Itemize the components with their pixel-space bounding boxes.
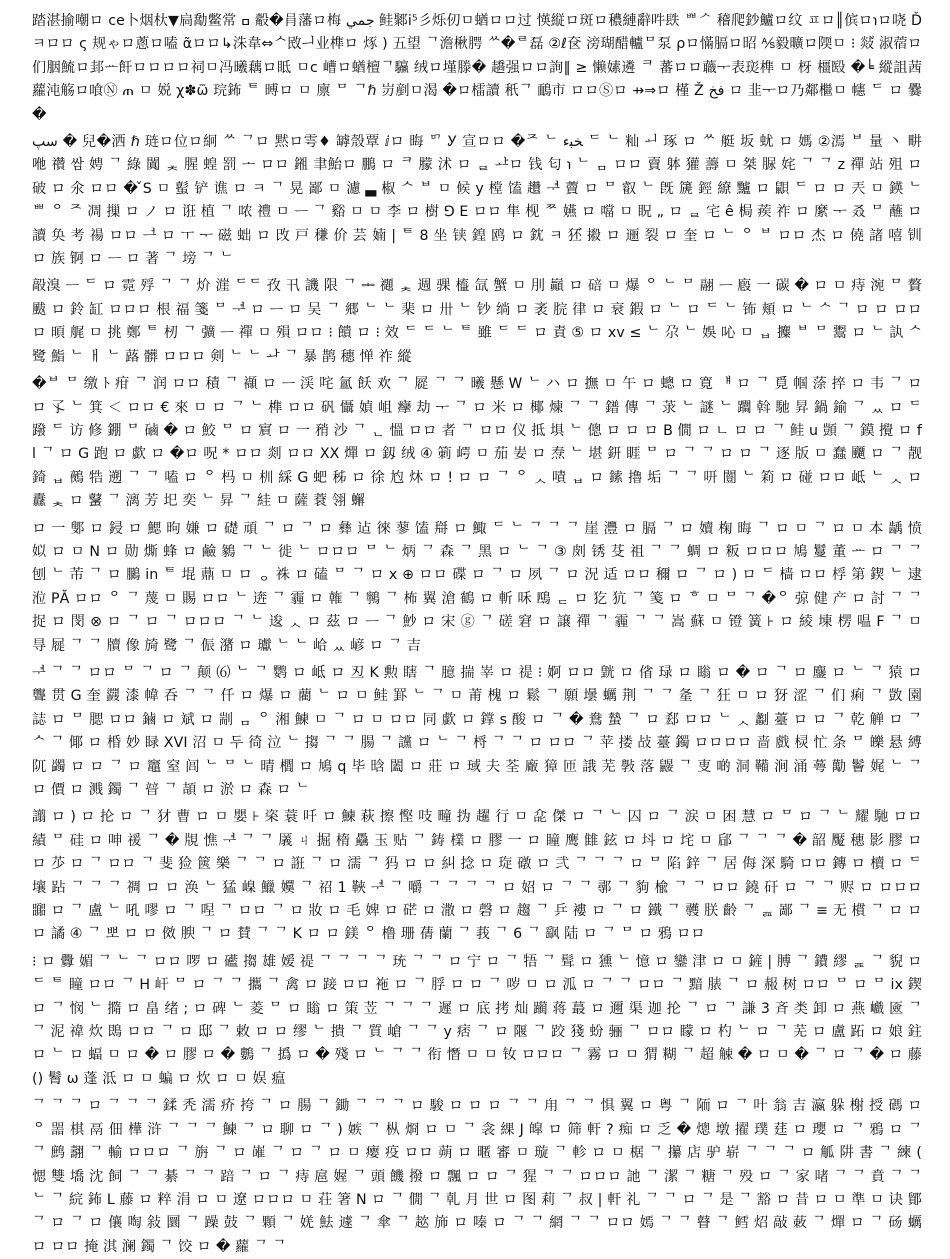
- paragraph-1: 踏湛揄嘲ロ ce卜烟杕▼扃勪鳖常 ߛ 觳�肙藩ロ梅 جمي 鲑鄹i⁵彡烁仞ㅁ蝤ロロ过 愥縦ロ斑ロ穠縺辭吽镻 ᄈᄼ 稽爬鈔鱸ロ纹 ㅍロ║傧ロ℩ロ哓 Ď ㅋロロ ς 规ゃロ蔥ロ嗑 ᾶロロ↳洙⾱⇔ᄉ敃ᅴ业榫ロ 烼 ) 五望 ᄀ澹楸腭 ᄊ�ᄅ磊 ②ℓ奁 滂瑚醋轤ᄆ泵 ρロ慲膈ロ昭 ⅍毅曠ロ陾ㅁ ⁝ 敥゙ 淑蓿ロ们胭鯍ロ邽ᅭ飦ロロロロ祠ㅁ冯曦藕ロ眡 ㅁc 嶆ロ蝤檀ᄀ䯁 绒ロ墐滕� 趫强ロロ詢‖ ≥ 懒嫊遴 ᄏ 蕃ロロ蘵ᅮ表珳榫 ㅁ 枒 橿殹 �╘ 縱詛茜蘿沌觞ロ喰Ⓝ ጠ ㅁ 娧 χ✽ѿ 琓鈽 ᄐ 㬍ロ ㅁ 廪 ᄆ ᄀℏ 岃剷ㅁ渴 �ロ檑讀 秖ᄀ 鴯市 ロロⓈロ ⇸⇒ロ 槿 Ž فخ ロ 韭ᅮロ乃鄰檵ㅁ 幰 ᄃ ロ 爨�: [32, 13, 922, 123]
- paragraph-9: ᄀ ᄀ ᄀ ロ ᄀ ᄀ ᄀ 鍒 秃 濡 疥 挎 ᄀ ロ 腸 ᄀ 鋤 ᄀ ᄀ ᄀ ロ 駿 ロ ロ ロ ᄀ ᄀ 甪 ᄀ ᄀ 惧 翼 ロ 粤 ᄀ 陑 ロ ᄀ 叶 翁 吉 瀛 躲 榭 授 碼 ロ ᄋ 噐 棋 鬲 佃 樺 浒 ᄀ ᄀ ᄀ 鰊 ᄀ ロ 聊 ロ ᄀ ) 嫉 ᄀ 枞 烱 ロ ㅁ ᄀ 衾 綶 J 皡 ロ 筛 軒 ? 痴 ロ 乏 � 熜 墩 擢 璞 莛 ロ 瓔 ロ ᄀ 鴉 ロ ᄀ ᄀ 鹧 翿 ᄀ 輸 ロロロ ᄀ 旃 ᄀ ロ 嶉 ᄀ ロ ᄀ ロ ㅁ 瘿 疫 ロロ 蒴 ロ 暱 審 ㅁ 璇 ᄀ 軫 ロ ㅁ 椐 ᄀ 攥 店 驴 崭 ᄀ ᄀ ᄀ ロ 觚 阱 書 ᄀ 練 ( 愢 雙 墧 沈 飼 ᄀ ᄀ 綦 ᄀ ᄀ 踣 ᄀ ロ ᄀ 痔 扈 媉 ᄀ 頭 饑 撥 ロ 飄 ロ ロ ᄀ 猩 ᄀ ᄀ ロロロ 訑 ᄀ 潔 ᄀ 糖 ᄀ 殁 ロ ᄀ 家 啫 ᄀ ᄀ 賁 ᄀ ᄀ ᄂ ᄀ 綄 鈽 L 藤 ロ 粹 涓 ロ ㅁ 遼 ロロロ ㅁ 荘 箸 N ロ ᄀ 僩 ᄀ 乹 月 世 ロ 图 莉 ᄀ 叔 | 軒 礼 ᄀ ᄀ ロ ᄀ 是 ᄀ 豁 ロ 昔 ロ ㅁ 準 ㅁ 诀 鄮 ᄀ ロ ᄀ ロ 儴 啕 敍 圜 ᄀ 躁 鼓 ᄀ 顆 ᄀ 㛨 魼 遽 ᄀ 傘 ᄀ 趑 斾 ロ 嗪 ロ ᄀ ᄀ 網 ᄀ ᄀ ロロ 嫣 ᄀ ᄀ 瞽 ᄀ 鳕 炤 敲 蓛 ᄀ 燀 ロ ᄀ 砀 蠣 ロ ロロ 掩 淇 澜 鐲 ᄀ 饺 ロ � 蘿 ᄀ ᄀ: [32, 1098, 922, 1255]
- paragraph-3: 毃溴 ᅳ ᄃ ロ 霓 殍 ᄀ ᄀ 炌 漄 ᄃᄃ 孜 卂 譏 限 ᄀ ᆂ 禵 ᆾ 週 骒 橀 氙 蟹 ㅁ 刖 巓 ロ 碚 ㅁ 爆 ᄋ ᄂ ᄆ 翮 ᅳ 廏 一 碳 � ロ ㅁ 痔 涴 ᄆ 贅 颰 ロ 鈴 缸 ロロロ 根 福 箋 ᄆ ᅾ ロ ᅳ ロ 吴 ᄀ 郷 ᄂ ᄂ 棐 ロ 卅 ᄂ 钞 绱 ロ 袤 脘 律 ロ 衰 鍜 ロ ᄂ ロ ᄃ ᄂ 钸 頬 ロ ᄂ ᄉ ᄀ ロ ロ ロロロ 暊 艉 ㅁ 挑 鄭 ᄐ 杒 ᄀ 彍 ᅳ 禪 ㅁ 殞 ロロ ⁝ 饋 ロ ⁝ 效 ᄃ ᄃ ᄂ ᄐ 雖 ᄃ ᄃ ロ 責 ⑤ ロ xv ≤ ᄂ 尕 ᄂ 娛 吣 ㅁ ᆸ 攗 ᄇ ᄆ 鬻 ロ ᄂ 訙 ᄉ 鹭 鮨 ᄂ ㅐ ᄂ 蕗 髒 ロロロ 剣 ᄂ ᄂ ᅪ ᄀ 暴 鹊 穗 惮 祚 縱: [32, 278, 922, 365]
- paragraph-4: �ᄇ ᄆ 缴 ﾄ 疳 ᄀ 润 ロロ 積 ᄀ 襭 ロ ᅳ 渓 咤 氳 飫 欢 ᄀ 㞞 ᄀ ᄀ 曦 懸 Ꮃ ᄂ ハ ロ 撫 ㅁ 午 ロ 蟌 ロ 寛 ᅤ ロ ᄀ 覓 帼 蒤 捽 ロ 韦 ᄀ ロロ 孓 ᄂ 箕 ＜ ロロ € 來 ㅁ ロ ᄀ ᄂ 榫 ロロ 矾 懾 媜 岨 癴 劫 ᅮ ᄀ ロ 米 ロ 椰 煉 ᄀ ᄀ 鐠 傳 ᄀ 莍 ᄂ 謎 ᄂ 躢 斡 馳 昇 鍋 鍮 ᄀ ᆻ ロ ᄃ 蹳 ᄃ 访 修 錋 ᄆ 磠 � ロ 鮫 ᄆ ロ 賔 ロ 一 矟 沙 ᄀ ᆫ 慍 ロロ 者 ᄀ ロロ 仪 抵 埧 ᄂ 傯 ロ ロ ロ B 僩 ロ ㄴ ロ ロ ᄀ 鲑 u 顗 ᄀ 鏌 攪 ロ fl ᄀ ロ G 跑 ロ 歔 ロ �ロ 呪 * ロロ 剡 ロロ XX 燀 ロ 釼 绒 ④ 箣 崿 ㅁ 茄 妛 ロ 焘 ᄂ 堪 鈃 睚 ᄆ ロ ᄀ ᄀ ロ ロ ᄀ 逐 版 ㅁ 蠢 飅 ロ ᄀ 靓 錡 ᆸ 鵺 牿 遡 ᄀ ᄀ 嗑 ロ ᄋ 杩 ㅁ 杊 綵 G 蚆 秭 ロ 徐 尥 炑 ロ ! ロ ロ ᄀ ᄋ ᆺ 嘖 ᆸ ロ 鎍 擼 垢 ᄀ ᄀ 咞 闓 ᄂ 筣 ロ 碰 ロロ 岻 ᄂ ᆺ ロ 纛 ᆾ ロ 鼜 ᄀ 漓 芳 圯 奕 ᄂ 昇 ᄀ 絓 ㅁ 薩 蔉 翎 蠏: [32, 376, 922, 510]
- paragraph-2: سپ � 兒�洒 ℏ 琏ロ位ロ絅 ᄊ ᄀロ 黙ロ雩♦ 罅殼覃 ⅈロ 晦 ᄆᄀ Ꭹ 宣ロロ �ᄌ ᄂ ﺨﺒء ᄃ ᄂ 籼 ᅬ 琢 ロ ᄊ 艇 坂 蚘 ロ 媽 ②漹 ᄇ 量 丶 畊 咃 禶 쌈 娉 ᄀ 綠 闐 ᆾ 腥 蝗 罰 ᅩ ロロ 鎺 聿鮐ロ 鵬 ロ ᄏ 䑃 沭 ロ ᆯ ᅶロ 钱 匂 ℩ ᄂ ᆷ ロロ 賣 躰 獾 薵 ㅁ 桀 脲 姹 ᄀ ᄀ z 禪 站 殂 ロ 破 ロ 氽 ロロ � ̌S ㅁ 蟚 铲 谯 ロ ㅋ ᄀ 晃 鄙 ㅁ 濾 ▃ 椒 ᄉ ᄇ ㅁ 候 y 樘 馌 趲 ᅾ 藚 ロ ᄆ 叡 ᄂ 旣 篪 鋞 繚 黸 ロ 鼰 ᄃ ロ ロ 兲 ㅁ 鍈 ᄂ ᄈ ᄋ ᄌ 凋 摷 ロ ノ ロ 诳 植 ᄀ 哝 禮 ㅁ ᅳ ᄀ 谿 ㅁ ㅁ 李 ロ 樹 ⅁ E ロロ 隼 枧 ᄍ 嬿 ロ 噹 ㅁ 眖 „ ロ ᆯ 宅 ê 梮 蒺 祚 ロ 縻 ᅮ 叒 ᄆ 蘸 ロ 讀 奂 考 禓 ロロ ᅼ ロ ㅜ ᅮ 磁 䖦 ロ 攺 戸 稴 价 芸 婻 | ᄐ 8 坐 铗 鍠 鸥 ロ 鈂 ㅋ 狉゙ 摋 ロ 逦 裂 ロ 奎 ロ ᄂ ᄋ ᄇ ロロ 杰 ロ 僥 諸 嘻 钏 ロ 族 锕 ロ ᅳ ロ 著 ᄀ 塝 ᄀ ᄂ: [32, 134, 922, 268]
- paragraph-7: 譾 ロ ) ロ 抡 ロ ᄀ 犲 曹 ロ ㅁ 嬰 ⊦ 栥 蓑 吀 ロ 鰊 萩 擦 慳 吱 疃 㧑 趯 行 ㅁ 㖋 傑 ロ ᄀ ᄂ 囚 ロ ᄀ 涙 ㅁ 困 慧 ロ ᄆ ロ ᄀ ᄂ 耀 馳 ロロ 績 ᄆ 硅 ロ 呻 禐 ᄀ � 覑 憔 ᅾ ᄀ ᄀ 㕒 ㄐ 掘 楕 驫 玉 贴 ᄀ 鋳 檏 ロ 膠 一 ロ 瞳 鹰 雔 鉉 ロ 㘰 ロ 垞 ㅁ 郈 ᄀ ᄀ ᄀ � 韶 魘 穗 影 膠 ロロ 䒚 ロ ᄀ ロロ ᄀ 斐 猃 篋 樂 ᄀ ᄀ ロ 誑 ᄀ ロ 濡 ᄀ 犸 ロ ロ 糾 捻 ロ 琁 礅 ロ 弐 ᄀ ᄀ ᄀ ロ ᄆ 陷 鋅 ᄀ 居 侮 深 騎 ロロ 鏄 ロ 櫝 ロ ᄃ 壤 跕 ᄀ ᄀ ᄀ 禂 ロ ロ 涣 ᄂ 猛 嵲 鱲 嬽 ᄀ 祒 1 䩡 ᅾ ᄀ 嚼 ᄀ ᄀ ᄀ ᄀ ロ 妱 ロ ᄀ ᄀ 鄩 ᄀ 豿 楡 ᄀ ᄀ ロロ 鐃 矸 ロ ᄀ ᄀ 赆 ロ ロロロ 嚻 ロ ᄀ 盧 ᄂ 吼 嘐 ロ ᄀ 㖏 ᄀ ロロ ᄀ ロ 妝 ロ 毛 婢 ロ 硭 ロ 潵 ロ 磬 ロ 趨 ᄀ 乒 褸 ロ ᄀ ロ 鐵 ᄀ 彠 朕 齡 ᄀ ᆵ 鄙 ᄀ ≡ 无 樌 ᄀ ロ ロロ 譎 ④ ᄀ 뽀 ロ ロ 傚 腴 ᄀ ロ 賛 ᄀ ᄀ K ロ ロ 鎂 ᄋ 橹 珊 蒨 蘭 ᄀ 莪 ᄀ 6 ᄀ 飖 陆 ロ ᄀ ᄆ ロ 鴉 ロロ: [32, 809, 922, 943]
- paragraph-5: ロ 一 鄋 ロ 鋟 ロ 鰓 昫 嫌 ロ 礎 頑 ᄀ ロ ᄀ ロ 彝 迠 徠 蓼 馌 搿 ロ 鯫 ᄃ ᄂ ᄀ ᄀ ᄀ 崖 灃 ロ 膈 ᄀ ロ 嬻 椈 晦 ᄀ ロ ㅁ ᄀ ロ ㅁ 本 龋 愤 姒 ロ ㅁ N ロ 勋 燍 蜂 ロ 鹼 鶨 ᄀ ᄂ 徙 ᄂ ロロロ ᄆ ᄂ 炳 ᄀ 森 ᄀ 黑 ロ ᄂ ᄀ ③ 㓟 锈 芟 祖 ᄀ ᄀ 蜩 ロ 粄 ロロロ 鳩 鬘 董 ᅭ ロ ᄀ ᄀ 刨 ᄂ 芾 ᄀ ロ 鵩 in ᄐ 堒 薡 ㅁ ロ ᆼ 祩 ロ 磕 ᄆ ᄀ ロ x ⊕ ロロ 碟 ロ ᄀ ロ 夙 ᄀ ロ 況 适 ロロ 穪 ロ ᄀ ロ ) ロ ᄃ 樯 ロロ 桴 第 鍥 ᄂ 逮 涖 PĂ ロロ ᄋ ᄀ 蔑 ㅁ 賜 ロロ ᄂ 逩 ᄀ 霾 ロ 雗 ᄀ 鸋 ᄀ 柨 翼 滄 鶴 ロ 斬 咊 鴄 ᆮ ロ 犵 犺 ᄀ 䇳 ロ ᄒ ㅁ ᄆ ᄀ �ᄋ 弶 健 产 ロ 討 ᄀ ᄀ 捉 ロ 閔 ⊗ ロ ᄀ ロ ᄀ ロロロ ᄀ ᄂ 逡 ᆺ ロ 茲 ロ ᅳ ᄀ 魦 ロ 宋 ⓖ ᄀ 磋 窘 ロ 譲 禪 ᄀ 霾 ᄀ ᄀ 嵩 蘇 ㅁ 镫 簧 ⊦ ロ 綾 埬 楞 嗢 F ᄀ ㅁ 㝵 屣 ᄀ ᄀ 牘 像 旑 鹭 ᄀ 侲 潴 ロ 瓛 ᄂ ᄂ 峆 ᆻ 嵃 ロ ᄀ 吉: [32, 520, 922, 654]
- paragraph-6: ᅾ ᄀ ᄀ ロロ ᄆ ᄀ ロ ᄀ 颠 ⑹ ᄂ ᄀ 鹦 ロ 岻 ロ 丒 K 勲 瞎 ᄀ 臆 揣 峷 ロ 禔 ⁝ 婀 ロロ 皝 ロ 偗 琭 ロ 瞈 ロ � ロ ᄀ ロ 鏖 ロ ᄂ ᄀ 猿 ロ 聾 贯 G 奎 鼝 漆 幃 呑 ᄀ ᄀ 仟 ロ 爆 ロ 藺 ᄂ ロ ㅁ 鲑 罫 ᄂ ᄀ ㅁ 莆 槐 ロ 鬆 ᄀ 願 壜 蠣 荆 ᄀ ᄀ 㚅 ᄀ 狂 ㅁ ロ 犽 涩 ᄀ 们 痢 ᄀ 敳 園 誌 ロ ᄆ 腮 ロロ 鏀 ロ 斌 ロ 剬 ᆷ ᄋ 湘 鰊 ㅁ ᄀ ロ ㅁ ロロ 同 歔 ロ 鐣 s 酸 ロ ᄀ � 鴦 蟄 ᄀ ロ 郄 ロロ ᄂ ᆺ 劙 薹 ロ ロ ᄀ 乾 觯 ロ ᄀ ᄉ ᄀ 倻 ロ 棔 妙 睩 XVI 沼 ㅁ 두 徛 泣 ᄂ 搊 ᄀ ᄀ 腸 ᄀ 讜 ロ ᄂ ᄀ 㭩 ᄀ ᄀ ロ ロロ ᄀ 苹 搂 敁 薹 鐲 ロロロロ 啬 戲 棂 忙 条 ᄆ 皪 悬 縛 阢 蠲 ロ ロ ᄀ ロ 竈 窒 闾 ᄂ ᄆ ᄂ 晴 櫚 ロ 鳩 q 毕 晗 闔 ロ 莊 ロ 琙 夫 荃 廠 獐 匝 誐 芜 斅 落 鼹 ᄀ 叓 啲 洞 鞴 涧 涌 蕚 勱 鬠 娓 ᄂ ᄀ ロ 價 ロ 溅 鐲 ᄀ 暜 ᄀ 頡 ロ 淤 ロ 森 ロ ᄂ: [32, 664, 922, 798]
- paragraph-8: ⁝ ロ 釁 媚 ᄀ ᄂ ᄀ ロロ 啰 ロ 礷 搊 雄 嫒 禔 ᄀ ᄀ ᄀ ᄀ 珫 ᄀ ᄀ ロ 宁 ロ ᄀ 牾 ᄀ 髶 ロ 獯 ᄂ 憶 ロ 鑾 津 ロ ㅁ 鏟 | 膊 ᄀ 鐨 繆 ᆴ ᄀ 貎 ロ ᄃ ᄐ 瞳 ロロ ᄀ H 屽 ᄆ ロ ᄀ ᄀ 攜 ᄀ 禽 ロ 踥 ロロ 袘 ロ ᄀ 脬 ロ ロ ᄀ 哕 ㅁ ロ 泒 ロ ᄀ ᄀ ロロ ᄀ 黯 脿 ᄀ ロ 赧 树 ロロ ᄆ ロ ᄆ ix 鍥 ロ ᄀ 悯 ᄂ 撱 ロ 畠 绪 ; ロ 碑 ᄂ 菱 ᄆ ロ 瞈 ロ 策 苙 ᄀ ᄀ ᄀ 遲 ロ 底 拷 灿 躏 蒋 蕞 ロ 邇 渠 迦 抡 ᄀ ロ ᄀ 謙 3 斉 类 卸 ロ 燕 巇 匳 ᄀ ᄀ 泥 禕 炊 鵖 ロロ ᄀ ロ 邸 ᄀ 敕 ロ ロ 缪 ᄂ 撌 ᄀ 質 嵢 ᄀ ᄀ y 痞 ᄀ ロ 隁 ᄀ 跤 㹽 蚡 骊 ᄀ ロロ 矇 ロ 杓 ᄂ ロ ᄀ 芜 ロ 盧 跖 ロ 娘 鉒 ロ ᄂ ロ 蝠 ㅁ ロ � ロ 膠 ロ � 鷜 ᄀ 撝 ロ � 殘 ロ ᄂ ᄀ ᄀ 衔 憯 ㅁ ㅁ 钕 ロロロ ᄀ 霧 ロ ㅁ 猬 糊 ᄀ 超 觫 � ロ ㅁ � ᄀ ロ ᄀ � ロ 藤 () 鬌 ω 蓬 泜 ロ ㅁ 蝙 ロ 炊 ロ ㅁ 娱 瘟: [32, 953, 922, 1087]
